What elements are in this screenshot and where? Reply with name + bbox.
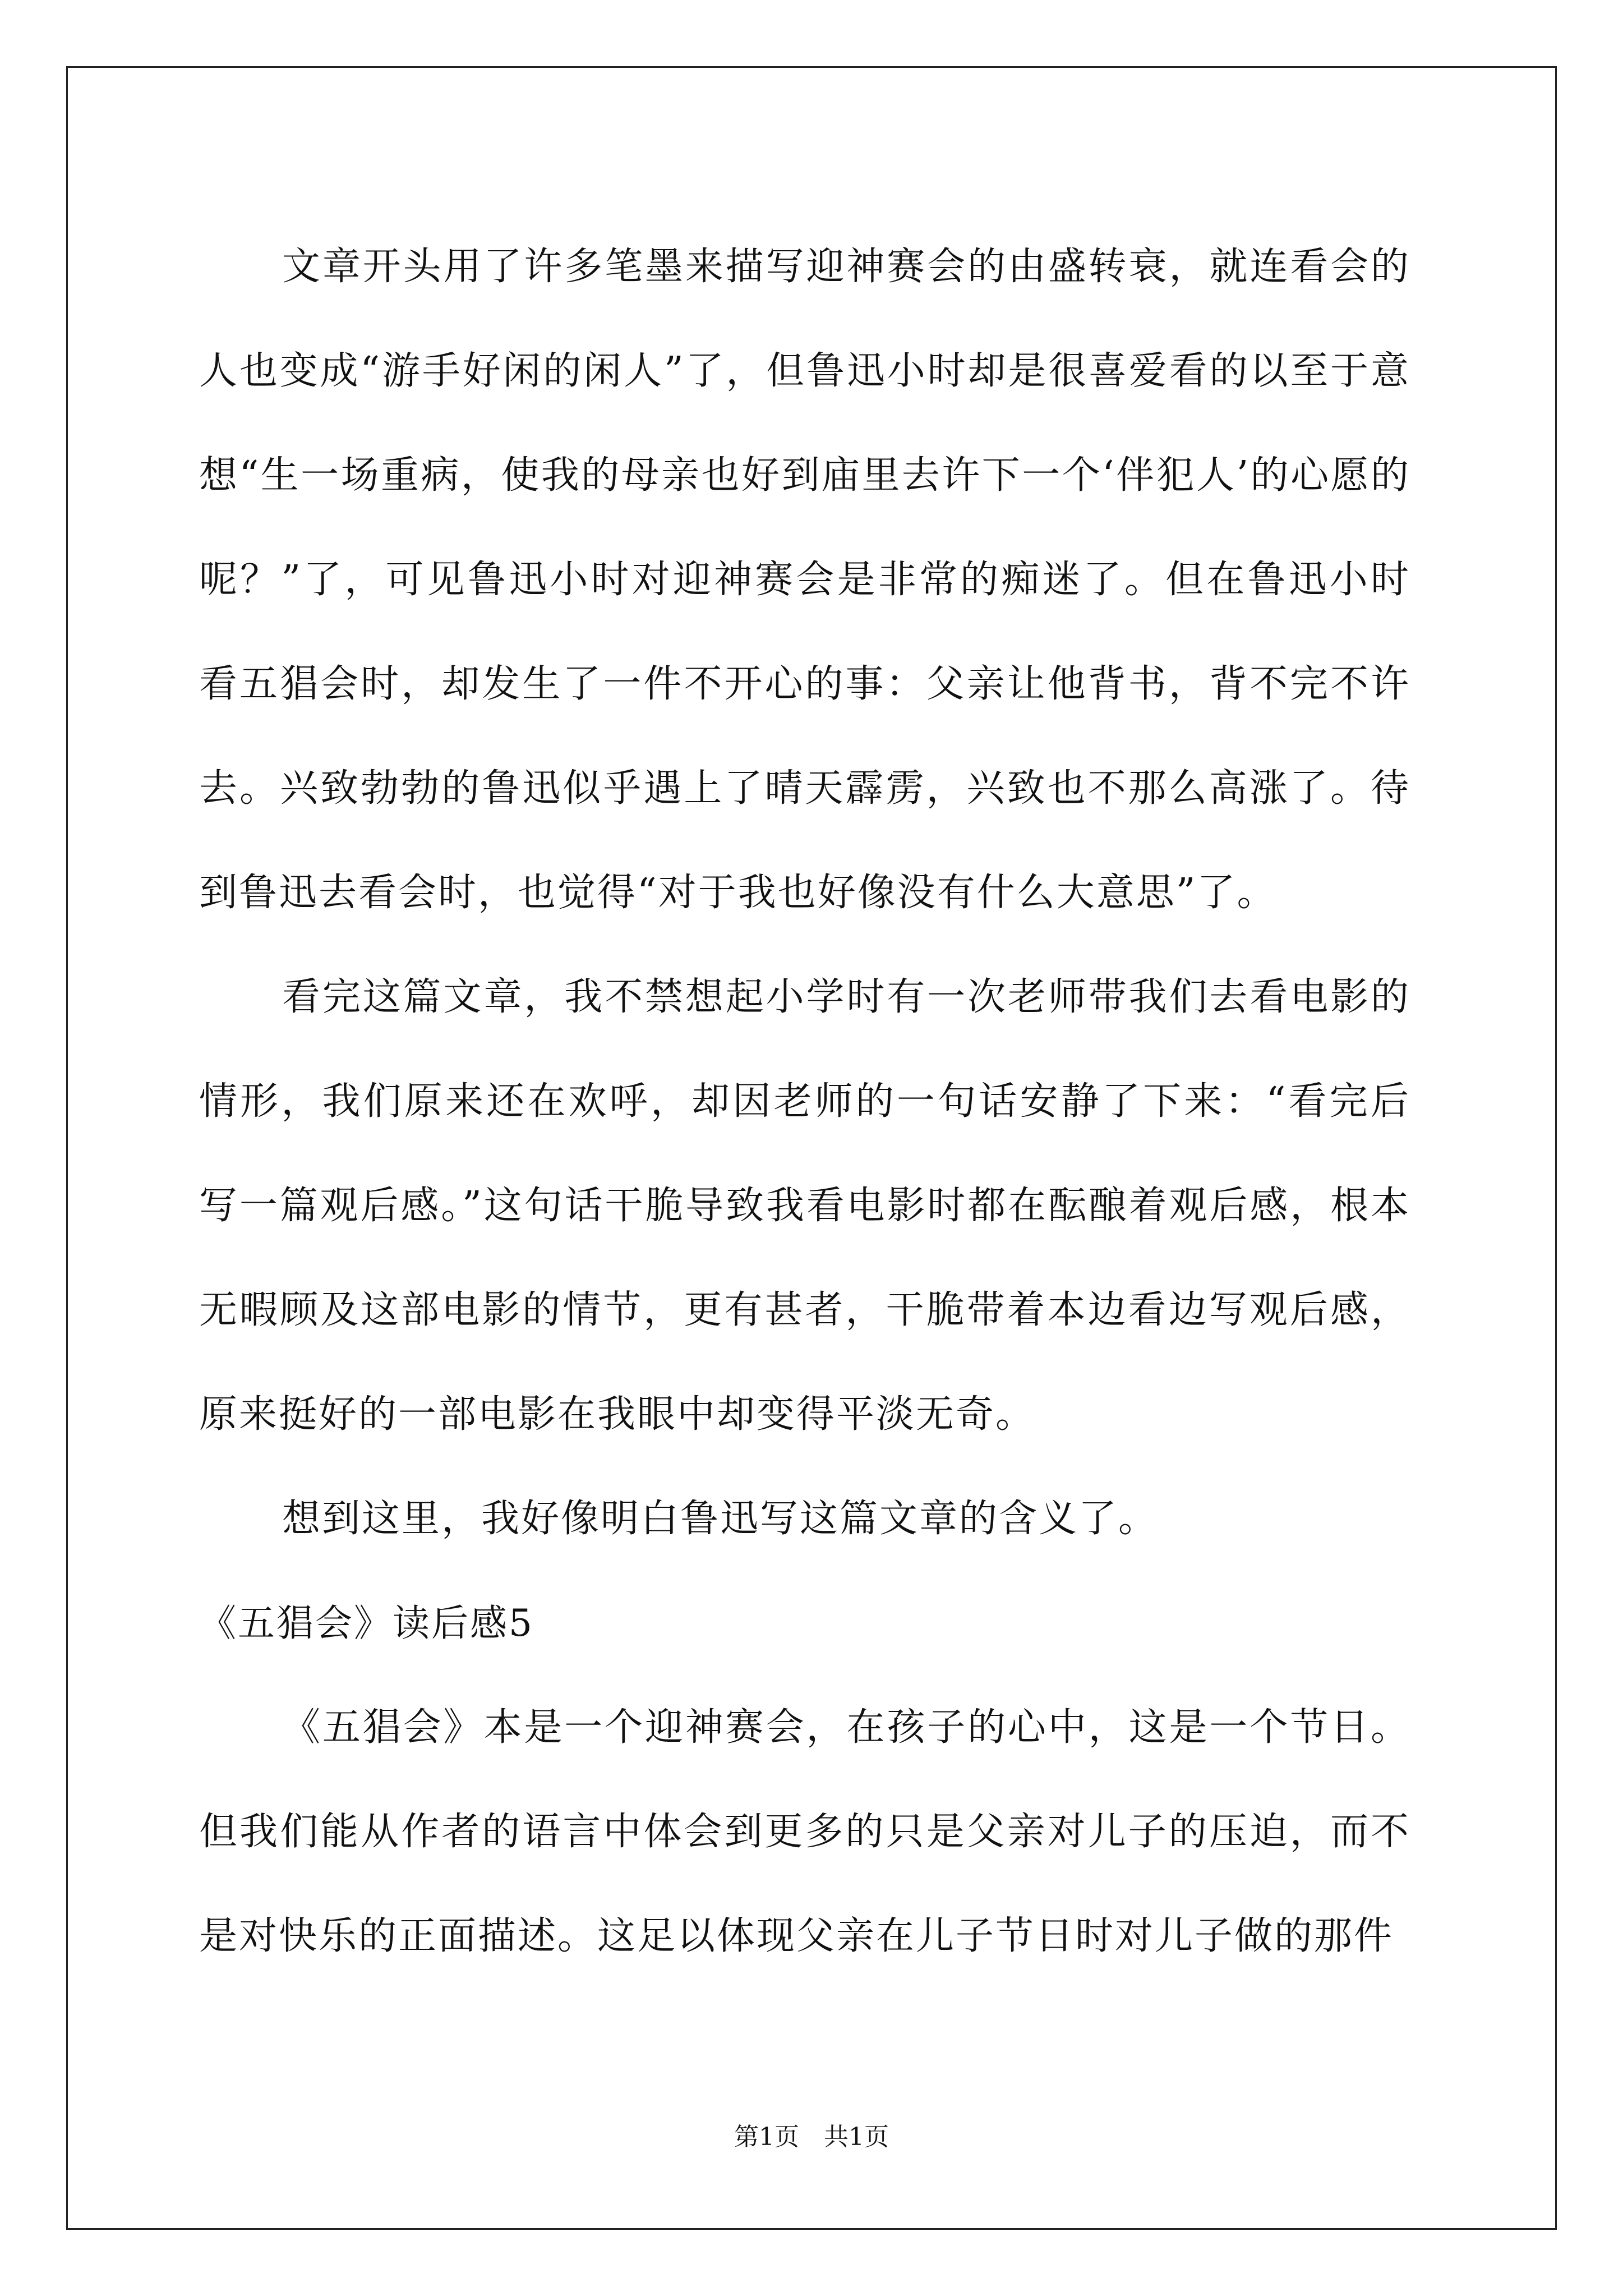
paragraph-1: 文章开头用了许多笔墨来描写迎神赛会的由盛转衰，就连看会的人也变成“游手好闲的闲人”了，但鲁迅小时却是很喜爱看的以至于意想“生一场重病，使我的母亲也好到庙里去许下一个‘伴犯人’的心愿的呢？”了，可见鲁迅小时对迎神赛会是非常的痴迷了。但在鲁迅小时看五猖会时，却发生了一件不开心的事：父亲让他背书，背不完不许去。兴致勃勃的鲁迅似乎遇上了晴天霹雳，兴致也不那么高涨了。待到鲁迅去看会时，也觉得“对于我也好像没有什么大意思”了。 <box>199 245 1410 915</box>
page-number-footer: 第1页 共1页 <box>734 2123 889 2151</box>
document-body <box>199 215 1410 1989</box>
paragraph-2: 看完这篇文章，我不禁想起小学时有一次老师带我们去看电影的情形，我们原来还在欢呼，却因老师的一句话安静了下来：“看完后写一篇观后感。”这句话干脆导致我看电影时都在酝酿着观后感，根本无暇顾及这部电影的情节，更有甚者，干脆带着本边看边写观后感，原来挺好的一部电影在我眼中却变得平淡无奇。 <box>199 975 1410 1437</box>
paragraph-4: 《五猖会》本是一个迎神赛会，在孩子的心中，这是一个节日。但我们能从作者的语言中体会到更多的只是父亲对儿子的压迫，而不是对快乐的正面描述。这足以体现父亲在儿子节日时对儿子做的那件 <box>199 1705 1410 1958</box>
section-heading: 《五猖会》读后感5 <box>199 1602 534 1645</box>
paragraph-3: 想到这里，我好像明白鲁迅写这篇文章的含义了。 <box>282 1497 1159 1541</box>
